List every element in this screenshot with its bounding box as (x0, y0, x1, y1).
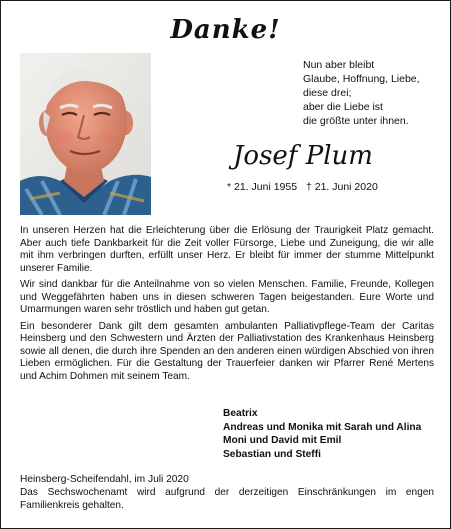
life-dates (227, 181, 384, 193)
paragraph: Wir sind dankbar für die Anteilnahme von so vielen Menschen. Familie, Freunde, Kollegen und Weggefährten haben uns in diesen schweren Tagen beigestanden. Eure Worte und Umarmungen waren sehr tröstlich und haben gut getan. (20, 279, 434, 315)
verse-line: die größte unter ihnen. (303, 115, 409, 127)
signer-line: Moni und David mit Emil (223, 435, 342, 446)
card-title: Danke! (170, 15, 281, 45)
verse-line: diese drei; (303, 87, 352, 99)
verse-line: aber die Liebe ist (303, 101, 383, 113)
signer-line: Beatrix (223, 408, 258, 419)
family-signers (223, 407, 421, 461)
place-and-date: Heinsberg-Scheifendahl, im Juli 2020 (20, 474, 189, 485)
portrait-illustration (20, 53, 151, 215)
deceased-name: Josef Plum (233, 141, 373, 171)
thank-you-text (20, 225, 434, 387)
paragraph: Ein besonderer Dank gilt dem gesamten ambulanten Palliativpflege-Team der Caritas Heinsberg und den Schwestern und Ärzten der Palliativstation des Krankenhaus Heinsberg sowie all denen, die durch ihre Spenden an den anderen einen würdigen Abschied von ihren Lieben ermöglichen. Für die Gestaltung der Trauerfeier danken wir Pfarrer René Mertens und Achim Dohmen mit seinem Team. (20, 320, 434, 382)
paragraph: In unseren Herzen hat die Erleichterung über die Erlösung der Traurigkeit Platz gemacht. Aber auch tiefe Dankbarkeit für die Zeit voller Fürsorge, Liebe und Zuneigung, die wir alle mit ihm verbringen durften, erfüllt unser Herz. Er bleibt für immer der stumme Mittelpunkt unserer Familie. (20, 225, 434, 274)
signer-line: Sebastian und Steffi (223, 448, 321, 460)
portrait-photo (20, 53, 151, 215)
service-note: Das Sechswochenamt wird aufgrund der derzeitigen Einschränkungen im engen Familienkreis gehalten. (20, 487, 434, 511)
signer-line: Andreas und Monika mit Sarah und Alina (223, 421, 422, 433)
bible-verse (303, 58, 420, 128)
death-date: † 21. Juni 2020 (305, 181, 378, 193)
verse-line: Glaube, Hoffnung, Liebe, (303, 73, 420, 85)
verse-line: Nun aber bleibt (303, 59, 375, 71)
birth-date: * 21. Juni 1955 (227, 181, 298, 193)
